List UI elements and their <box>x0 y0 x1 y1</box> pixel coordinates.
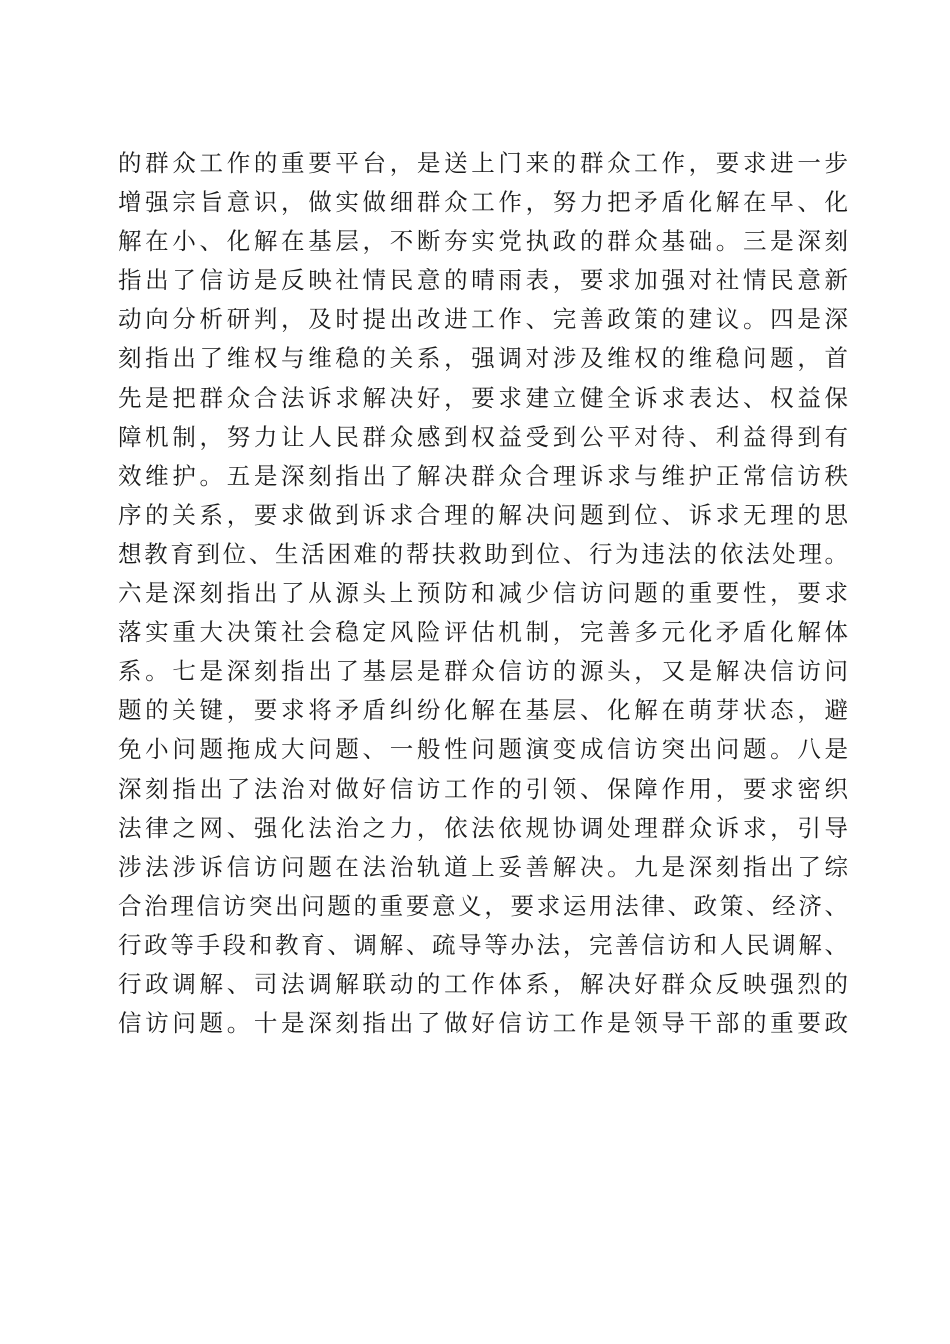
text-line: 效维护。五是深刻指出了解决群众合理诉求与维护正常信访秩 <box>118 461 848 490</box>
text-line: 先是把群众合法诉求解决好，要求建立健全诉求表达、权益保 <box>118 383 848 412</box>
text-line: 的群众工作的重要平台，是送上门来的群众工作，要求进一步 <box>118 149 848 177</box>
text-line: 涉法涉诉信访问题在法治轨道上妥善解决。九是深刻指出了综 <box>118 852 848 881</box>
text-line: 系。七是深刻指出了基层是群众信访的源头，又是解决信访问 <box>118 657 848 686</box>
text-line: 行政调解、司法调解联动的工作体系，解决好群众反映强烈的 <box>118 969 848 998</box>
text-line: 解在小、化解在基层，不断夯实党执政的群众基础。三是深刻 <box>118 227 848 256</box>
text-line: 合治理信访突出问题的重要意义，要求运用法律、政策、经济、 <box>118 891 848 920</box>
text-line: 指出了信访是反映社情民意的晴雨表，要求加强对社情民意新 <box>118 266 848 295</box>
text-line: 想教育到位、生活困难的帮扶救助到位、行为违法的依法处理。 <box>118 539 848 568</box>
text-line: 落实重大决策社会稳定风险评估机制，完善多元化矛盾化解体 <box>118 618 848 647</box>
body-paragraph <box>118 144 848 1043</box>
text-line: 信访问题。十是深刻指出了做好信访工作是领导干部的重要政 <box>118 1009 848 1038</box>
text-line: 法律之网、强化法治之力，依法依规协调处理群众诉求，引导 <box>118 813 848 842</box>
text-line: 序的关系，要求做到诉求合理的解决问题到位、诉求无理的思 <box>118 500 848 529</box>
text-line: 题的关键，要求将矛盾纠纷化解在基层、化解在萌芽状态，避 <box>118 696 848 725</box>
text-line: 刻指出了维权与维稳的关系，强调对涉及维权的维稳问题，首 <box>118 344 848 373</box>
text-line: 免小问题拖成大问题、一般性问题演变成信访突出问题。八是 <box>118 735 848 764</box>
text-line: 增强宗旨意识，做实做细群众工作，努力把矛盾化解在早、化 <box>118 188 848 217</box>
text-line: 行政等手段和教育、调解、疏导等办法，完善信访和人民调解、 <box>118 930 848 959</box>
text-line: 障机制，努力让人民群众感到权益受到公平对待、利益得到有 <box>118 422 848 451</box>
text-line: 深刻指出了法治对做好信访工作的引领、保障作用，要求密织 <box>118 774 848 803</box>
text-line: 动向分析研判，及时提出改进工作、完善政策的建议。四是深 <box>118 305 848 334</box>
text-line: 六是深刻指出了从源头上预防和减少信访问题的重要性，要求 <box>118 579 848 608</box>
